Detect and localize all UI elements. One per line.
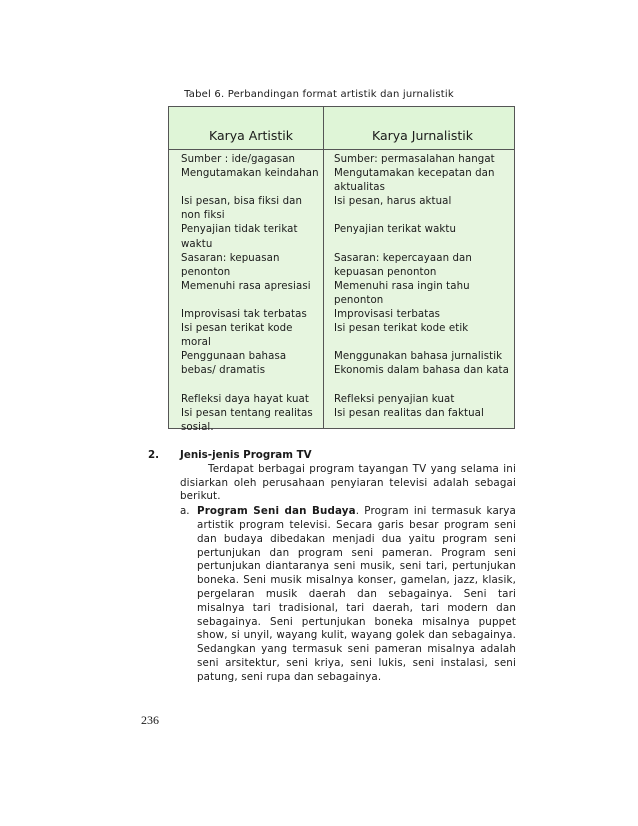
item-text — [197, 505, 516, 684]
table-line: Refleksi penyajian kuat — [334, 393, 455, 405]
table-line — [334, 209, 512, 223]
table-line: penonton — [334, 294, 384, 306]
table-line: Improvisasi tak terbatas — [181, 309, 307, 321]
table-line: Menggunakan bahasa jurnalistik — [334, 351, 503, 363]
table-line: Mengutamakan kecepatan dan — [334, 168, 495, 180]
table-line: bebas/ dramatis — [181, 365, 266, 377]
section-title: Jenis-jenis Program TV — [180, 449, 312, 461]
section-heading — [148, 449, 516, 463]
column-jurnalistik — [334, 153, 512, 435]
table-line: kepuasan penonton — [334, 266, 437, 278]
table-line: Isi pesan terikat kode etik — [334, 323, 469, 335]
intro-paragraph: Terdapat berbagai program tayangan TV yang selama ini disiarkan oleh perusahaan penyiaran televisi adalah sebagai berikut. — [180, 462, 516, 503]
table-line: Sasaran: kepuasan — [181, 252, 280, 264]
table-line: Penyajian terikat waktu — [334, 224, 457, 236]
table-line: aktualitas — [334, 182, 386, 194]
table-line — [334, 238, 512, 252]
item-description: . Program ini termasuk karya artistik program televisi. Secara garis besar program seni dan budaya dibedakan menjadi dua yaitu program seni pertunjukan dan program seni pameran. Program seni pertunjukan diantaranya seni musik, seni tari, pertunjukan boneka. Seni musik misalnya konser, gamelan, jazz, klasik, pergelaran musik daerah dan sebagainya. Seni tari misalnya tari tradisional, tari daerah, tari modern dan sebagainya. Seni pertunjukan boneka misalnya puppet show, si unyil, wayang kulit, wayang golek dan sebagainya. Sedangkan yang termasuk seni pameran misalnya adalah seni arsitektur, seni kriya, seni lukis, seni instalasi, seni patung, seni rupa dan sebagainya. — [197, 505, 517, 683]
table-line — [334, 379, 512, 393]
table-caption: Tabel 6. Perbandingan format artistik dan jurnalistik — [184, 89, 454, 100]
table-header — [169, 107, 514, 150]
section-program-tv — [148, 449, 516, 685]
table-line: Sasaran: kepercayaan dan — [334, 252, 472, 264]
table-line: Penyajian tidak terikat — [181, 224, 298, 236]
page-number: 236 — [141, 713, 159, 727]
header-karya-artistik: Karya Artistik — [209, 128, 293, 143]
table-line: Memenuhi rasa ingin tahu — [334, 280, 470, 292]
section-body — [180, 463, 516, 685]
table-line: Sumber: permasalahan hangat — [334, 154, 495, 165]
table-line: penonton — [181, 266, 231, 278]
table-line: Mengutamakan keindahan — [181, 168, 319, 180]
table-line — [334, 336, 512, 350]
table-line — [334, 421, 512, 435]
section-number: 2. — [148, 449, 160, 461]
column-divider — [323, 107, 324, 428]
item-title: Program Seni dan Budaya — [197, 505, 356, 518]
table-line: Isi pesan, bisa fiksi dan — [181, 196, 303, 208]
table-line: Sumber : ide/gagasan — [181, 154, 296, 165]
table-line: waktu — [181, 238, 213, 250]
table-line: Isi pesan, harus aktual — [334, 196, 452, 208]
table-line: Memenuhi rasa apresiasi — [181, 280, 311, 292]
list-item — [180, 505, 516, 684]
column-artistik — [181, 153, 321, 435]
table-line: Penggunaan bahasa — [181, 351, 287, 363]
table-line: non fiksi — [181, 210, 225, 222]
table-line — [181, 379, 321, 393]
table-line: Isi pesan realitas dan faktual — [334, 407, 484, 419]
table-line — [181, 294, 321, 308]
table-line: Ekonomis dalam bahasa dan kata — [334, 365, 509, 377]
table-line: Isi pesan terikat kode — [181, 323, 293, 335]
table-line: moral — [181, 337, 211, 349]
comparison-table — [168, 106, 515, 433]
table-line — [181, 181, 321, 195]
table-line: sosial. — [181, 421, 214, 433]
table-line: Isi pesan tentang realitas — [181, 407, 313, 419]
item-label: a. — [180, 505, 190, 518]
header-karya-jurnalistik: Karya Jurnalistik — [372, 128, 473, 143]
table-line: Improvisasi terbatas — [334, 309, 441, 321]
table-line: Refleksi daya hayat kuat — [181, 393, 309, 405]
